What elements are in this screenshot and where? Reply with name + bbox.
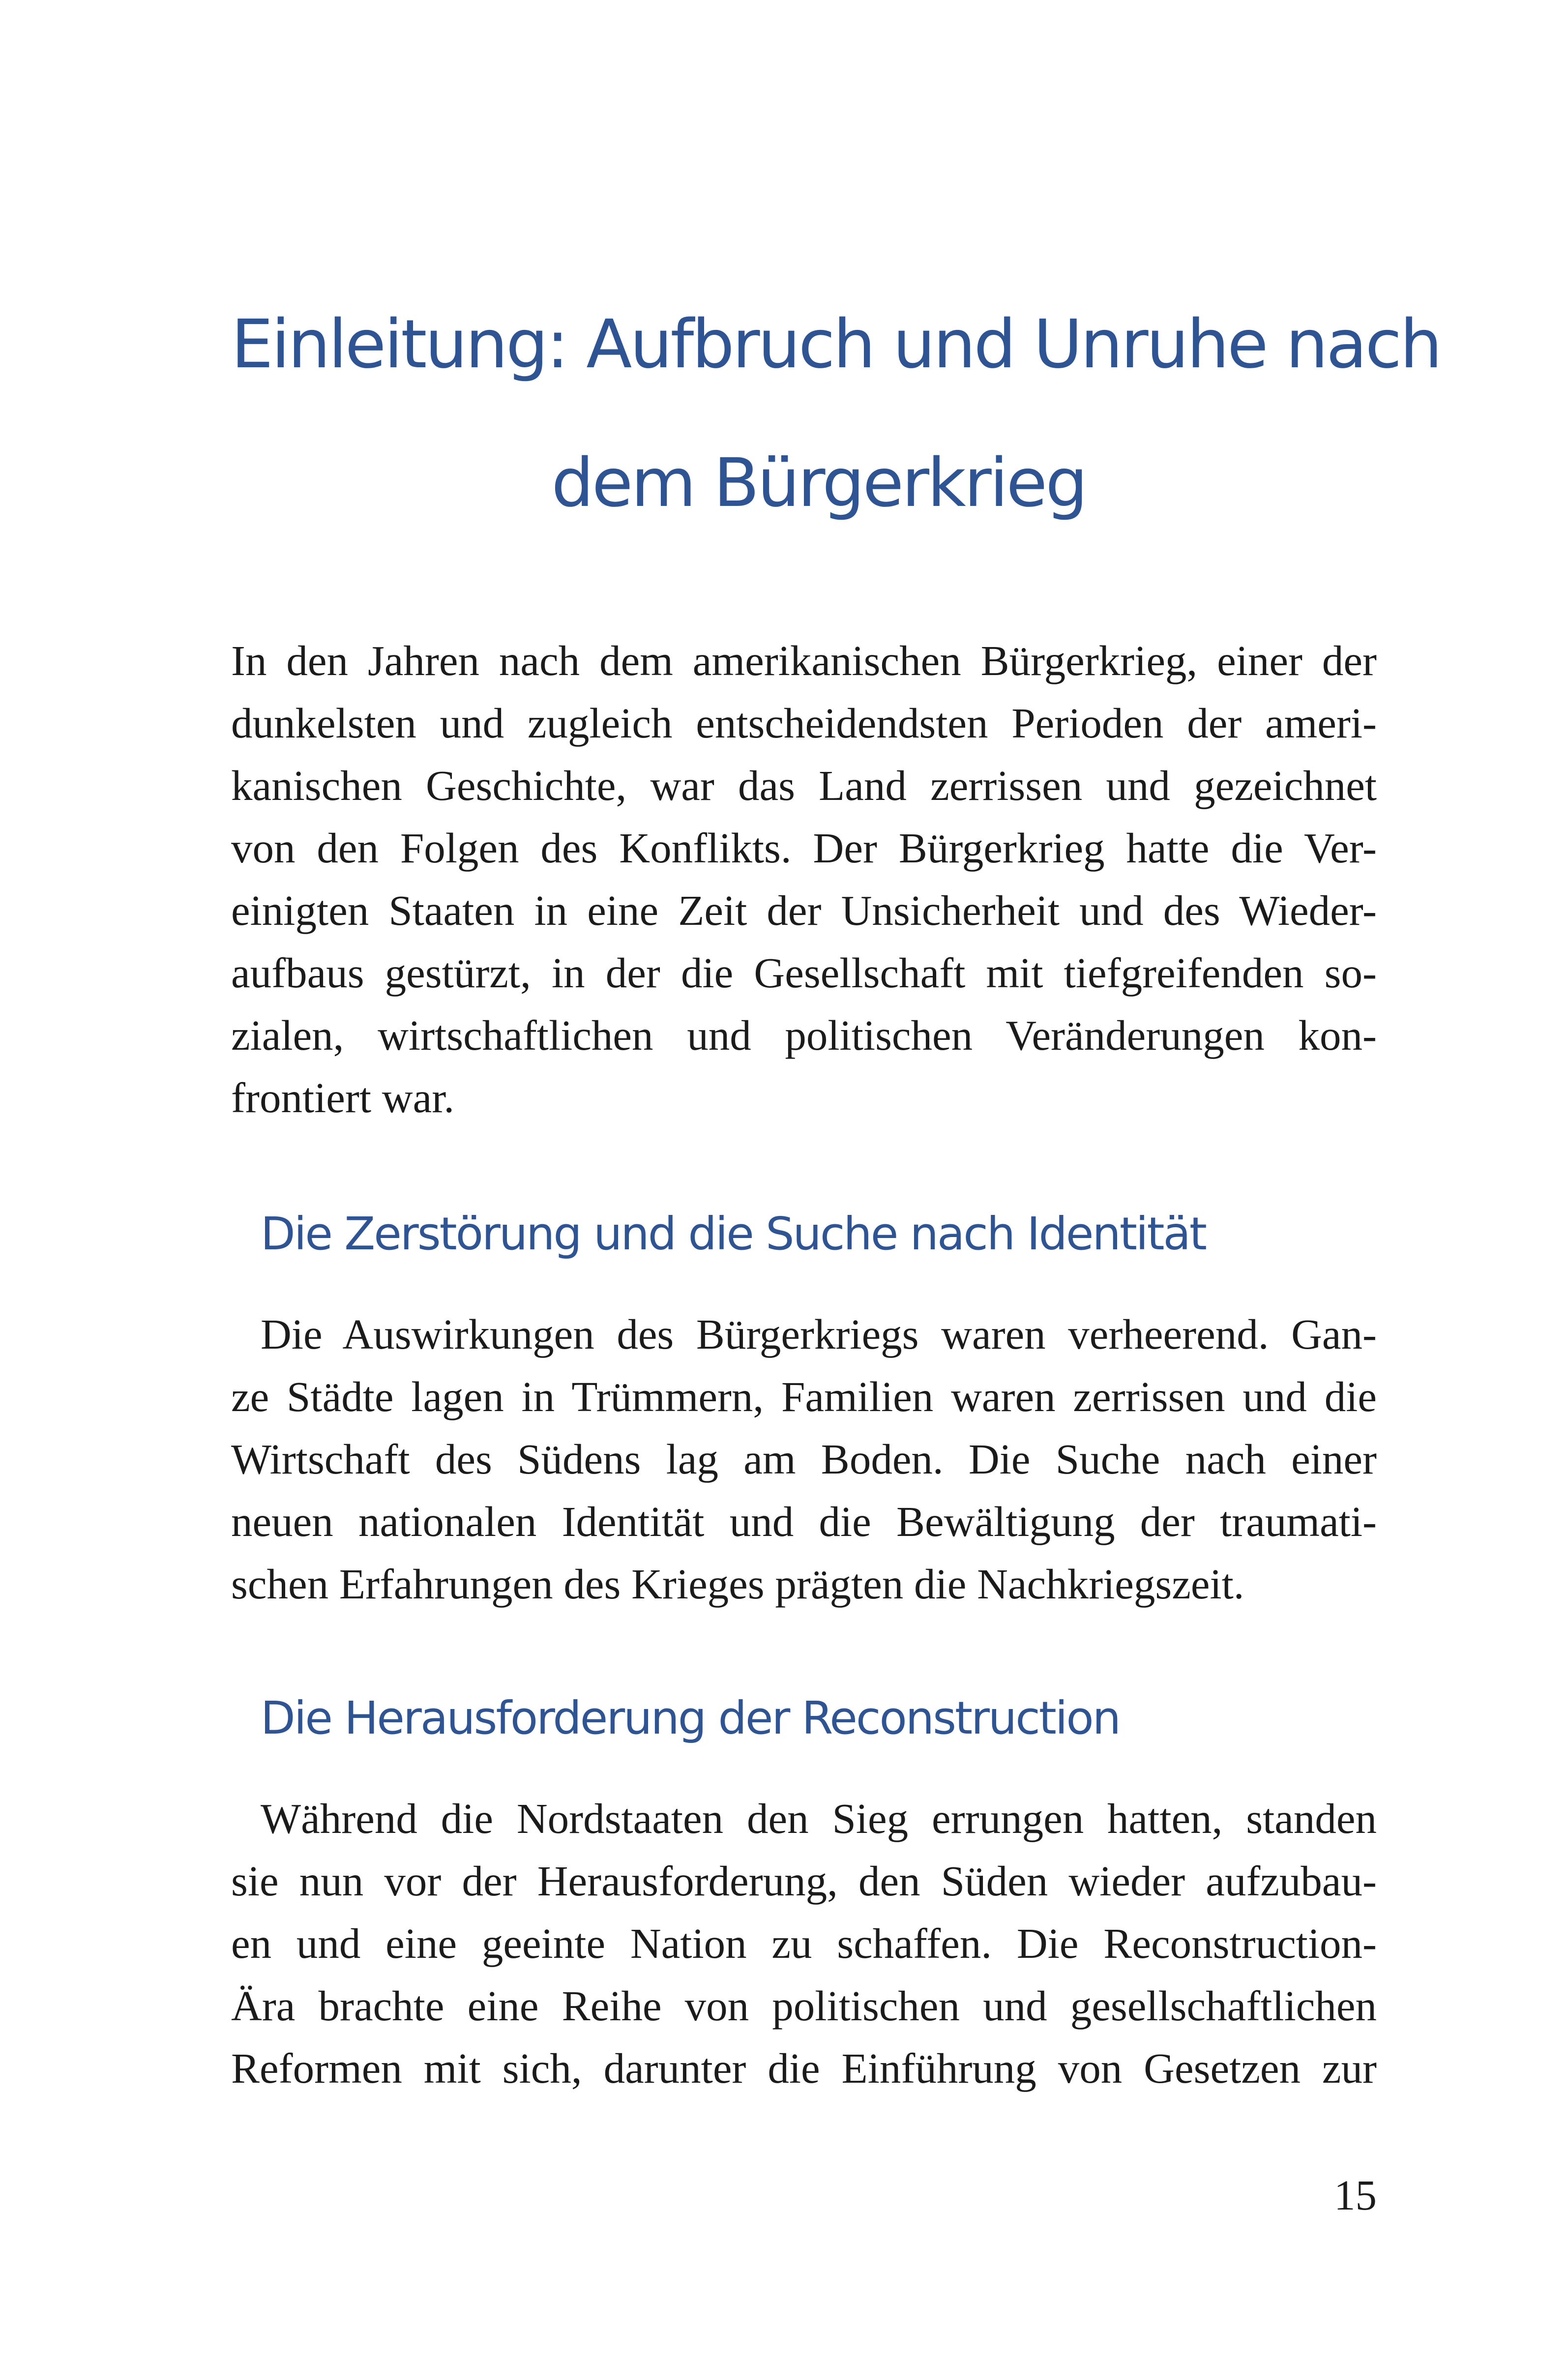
- text-line: kanischen Geschichte, war das Land zerrissen und gezeichnet: [231, 762, 1377, 809]
- text-line: en und eine geeinte Nation zu schaffen. Die Reconstruction-: [231, 1919, 1377, 1967]
- text-line: schen Erfahrungen des Krieges prägten die Nachkriegszeit.: [231, 1560, 1244, 1608]
- section-heading-destruction: Die Zerstörung und die Suche nach Identität: [261, 1208, 1206, 1260]
- intro-paragraph: [231, 629, 1377, 1129]
- text-line: von den Folgen des Konflikts. Der Bürgerkrieg hatte die Ver-: [231, 824, 1377, 872]
- text-line: Während die Nordstaaten den Sieg errungen hatten, standen: [261, 1795, 1377, 1842]
- text-line: ze Städte lagen in Trümmern, Familien waren zerrissen und die: [231, 1373, 1377, 1420]
- text-line: Die Auswirkungen des Bürgerkriegs waren verheerend. Gan-: [261, 1310, 1377, 1358]
- text-line: Ära brachte eine Reihe von politischen und gesellschaftlichen: [231, 1982, 1377, 2030]
- chapter-title-line-1: Einleitung: Aufbruch und Unruhe nach: [231, 306, 1441, 384]
- text-line: frontiert war.: [231, 1074, 455, 1121]
- chapter-title-line-2: dem Bürgerkrieg: [551, 444, 1086, 522]
- text-line: sie nun vor der Herausforderung, den Süden wieder aufzubau-: [231, 1857, 1377, 1905]
- text-line: Wirtschaft des Südens lag am Boden. Die Suche nach einer: [231, 1435, 1377, 1483]
- text-line: aufbaus gestürzt, in der die Gesellschaft mit tiefgreifenden so-: [231, 949, 1377, 997]
- section-heading-reconstruction: Die Herausforderung der Reconstruction: [261, 1692, 1120, 1744]
- text-line: In den Jahren nach dem amerikanischen Bürgerkrieg, einer der: [231, 637, 1377, 684]
- page-number: 15: [1334, 2171, 1377, 2219]
- text-line: Reformen mit sich, darunter die Einführung von Gesetzen zur: [231, 2044, 1377, 2092]
- section-destruction-paragraph: [231, 1303, 1377, 1615]
- text-line: zialen, wirtschaftlichen und politischen Veränderungen kon-: [231, 1011, 1377, 1059]
- text-line: einigten Staaten in eine Zeit der Unsicherheit und des Wieder-: [231, 886, 1377, 934]
- text-line: dunkelsten und zugleich entscheidendsten Perioden der ameri-: [231, 699, 1377, 747]
- chapter-title: [231, 275, 1441, 553]
- text-line: neuen nationalen Identität und die Bewältigung der traumati-: [231, 1498, 1377, 1545]
- section-reconstruction-paragraph: [231, 1787, 1377, 2099]
